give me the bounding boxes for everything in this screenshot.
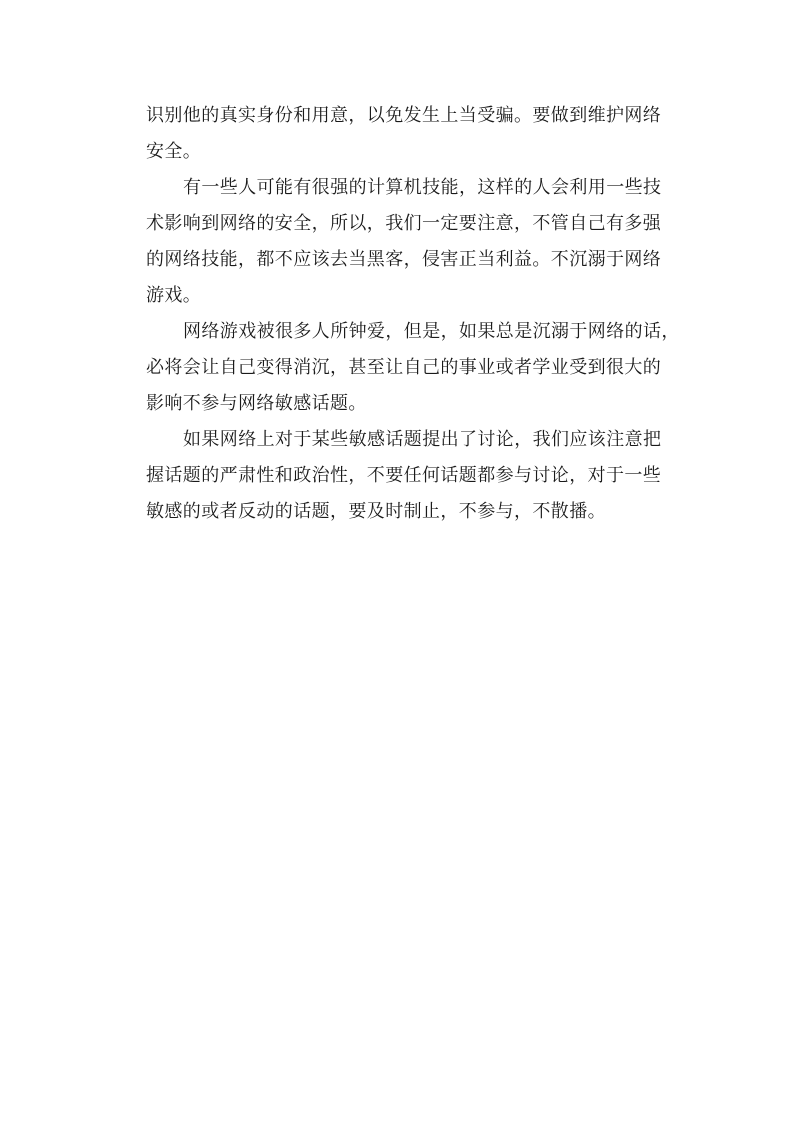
text-line: 术影响到网络的安全，所以，我们一定要注意，不管自己有多强 <box>146 213 662 234</box>
text-line: 有一些人可能有很强的计算机技能，这样的人会利用一些技 <box>183 177 662 198</box>
paragraph-4 <box>146 422 686 530</box>
text-line: 如果网络上对于某些敏感话题提出了讨论，我们应该注意把 <box>183 429 662 450</box>
paragraph-1 <box>146 98 686 170</box>
text-line: 游戏。 <box>146 285 202 306</box>
text-line: 影响不参与网络敏感话题。 <box>146 393 367 414</box>
text-line: 的网络技能，都不应该去当黑客，侵害正当利益。不沉溺于网络 <box>146 249 662 270</box>
text-line: 安全。 <box>146 141 202 162</box>
paragraph-2 <box>146 170 686 314</box>
text-line: 必将会让自己变得消沉，甚至让自己的事业或者学业受到很大的 <box>146 357 662 378</box>
text-line: 握话题的严肃性和政治性，不要任何话题都参与讨论，对于一些 <box>146 465 662 486</box>
document-body <box>146 98 686 530</box>
text-line: 敏感的或者反动的话题，要及时制止，不参与，不散播。 <box>146 501 606 522</box>
text-line: 网络游戏被很多人所钟爱，但是，如果总是沉溺于网络的话， <box>183 321 680 342</box>
text-line: 识别他的真实身份和用意，以免发生上当受骗。要做到维护网络 <box>146 105 662 126</box>
paragraph-3 <box>146 314 686 422</box>
